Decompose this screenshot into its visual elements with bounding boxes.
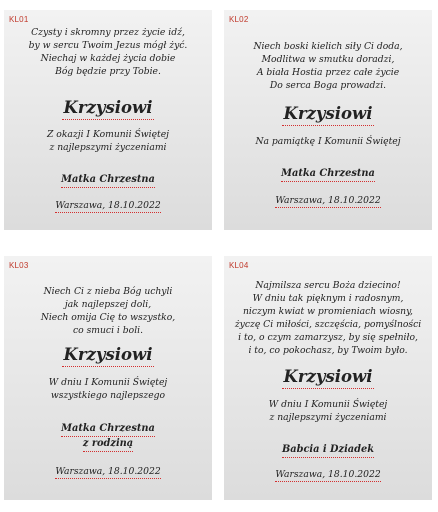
wish-line: z najlepszymi życzeniami <box>269 412 387 423</box>
card-wish <box>4 128 212 154</box>
recipient-name: Krzysiowi <box>282 104 373 126</box>
card-wish <box>4 376 212 402</box>
verse-line: A biała Hostia przez całe życie <box>256 67 400 78</box>
signer: Matka Chrzestna <box>61 173 155 188</box>
signer-line-2: z rodziną <box>83 437 133 452</box>
wish-line: Na pamiątkę I Komunii Świętej <box>255 136 401 147</box>
wish-line: W dniu I Komunii Świętej <box>48 377 168 388</box>
verse-line: niczym kwiat w promieniach wiosny, <box>243 306 413 317</box>
verse-line: Bóg będzie przy Tobie. <box>55 66 161 77</box>
signer: Matka Chrzestna <box>281 167 375 182</box>
card-code: KL02 <box>229 15 249 24</box>
recipient-name: Krzysiowi <box>62 98 153 120</box>
card-verse <box>4 285 212 337</box>
verse-line: Modlitwa w smutku doradzi, <box>261 54 395 65</box>
card-code: KL01 <box>9 15 29 24</box>
verse-line: i to, o czym zamarzysz, by się spełniło, <box>238 332 418 343</box>
verse-line: W dniu tak pięknym i radosnym, <box>252 293 404 304</box>
signer: Matka Chrzestna <box>61 422 155 437</box>
recipient-name: Krzysiowi <box>282 367 373 389</box>
card-date: Warszawa, 18.10.2022 <box>275 195 381 206</box>
wish-line: z najlepszymi życzeniami <box>49 142 167 153</box>
verse-line: Niechaj w każdej życia dobie <box>40 53 176 64</box>
verse-line: Najmilsza sercu Boża dziecino! <box>255 280 401 291</box>
card-date: Warszawa, 18.10.2022 <box>275 469 381 480</box>
card-verse <box>4 26 212 78</box>
card-date: Warszawa, 18.10.2022 <box>55 200 161 211</box>
wish-line: W dniu I Komunii Świętej <box>268 399 388 410</box>
card-wish <box>224 398 432 424</box>
card-verse <box>224 279 432 357</box>
verse-line: co smuci i boli. <box>72 325 143 336</box>
verse-line: Czysty i skromny przez życie idź, <box>31 27 185 38</box>
card-code: KL04 <box>229 261 249 270</box>
verse-line: i to, co pokochasz, by Twoim było. <box>248 345 408 356</box>
wish-line: wszystkiego najlepszego <box>50 390 166 401</box>
recipient-name: Krzysiowi <box>62 345 153 367</box>
card-kl03[interactable] <box>4 256 212 500</box>
card-wish <box>224 135 432 148</box>
verse-line: jak najlepszej doli, <box>64 299 152 310</box>
verse-line: Do serca Boga prowadzi. <box>269 80 387 91</box>
card-date: Warszawa, 18.10.2022 <box>55 466 161 477</box>
verse-line: by w sercu Twoim Jezus mógł żyć. <box>28 40 188 51</box>
card-kl01[interactable] <box>4 10 212 230</box>
card-kl04[interactable] <box>224 256 432 500</box>
verse-line: życzę Ci miłości, szczęścia, pomyślności <box>234 319 422 330</box>
verse-line: Niech Ci z nieba Bóg uchyli <box>43 286 173 297</box>
card-verse <box>224 40 432 92</box>
wish-line: Z okazji I Komunii Świętej <box>47 129 169 140</box>
card-kl02[interactable] <box>224 10 432 230</box>
verse-line: Niech omija Cię to wszystko, <box>40 312 176 323</box>
signer: Babcia i Dziadek <box>282 443 374 458</box>
card-code: KL03 <box>9 261 29 270</box>
verse-line: Niech boski kielich siły Ci doda, <box>253 41 403 52</box>
